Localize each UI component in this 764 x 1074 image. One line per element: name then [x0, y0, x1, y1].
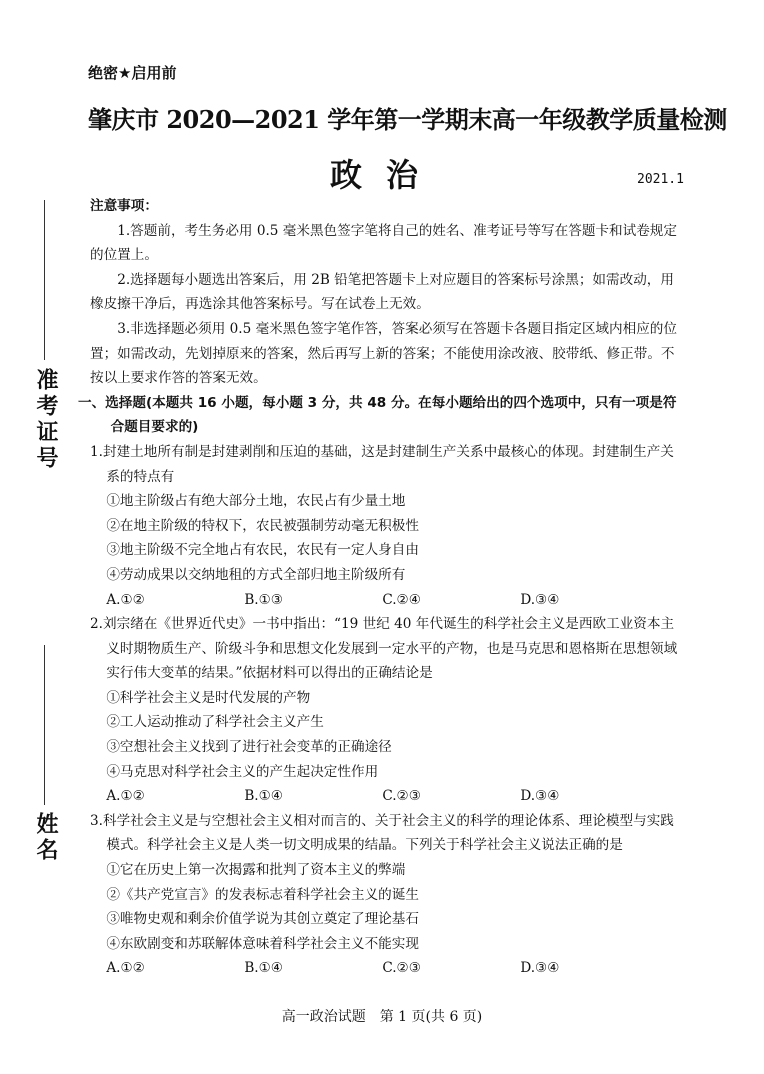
statement: ④劳动成果以交纳地租的方式全部归地主阶级所有 [106, 566, 406, 583]
statement: ③地主阶级不完全地占有农民，农民有一定人身自由 [106, 542, 419, 559]
choice-b: B.①④ [244, 960, 283, 977]
statement: ②工人运动推动了科学社会主义产生 [106, 714, 324, 731]
name-line [44, 645, 45, 805]
question-stem: 1.封建土地所有制是封建剥削和压迫的基础，这是封建制生产关系中最核心的体现。封建制生产关系的特点有 [90, 443, 674, 485]
statement: ①它在历史上第一次揭露和批判了资本主义的弊端 [106, 862, 406, 879]
choice-a: A.①② [106, 591, 145, 608]
choice-c: C.②④ [382, 591, 421, 608]
answer-choices [90, 956, 680, 981]
statement: ①地主阶级占有绝大部分土地，农民占有少量土地 [106, 493, 406, 510]
statement: ③空想社会主义找到了进行社会变革的正确途径 [106, 739, 392, 756]
answer-choices [90, 784, 680, 809]
exam-title: 肇庆市 2020—2021 学年第一学期末高一年级教学质量检测 [88, 105, 727, 134]
statement: ④东欧剧变和苏联解体意味着科学社会主义不能实现 [106, 935, 419, 952]
exam-id-line [44, 200, 45, 360]
statement: ③唯物史观和剩余价值学说为其创立奠定了理论基石 [106, 911, 419, 928]
choice-d: D.③④ [520, 591, 560, 608]
choice-b: B.①③ [244, 591, 283, 608]
choice-a: A.①② [106, 788, 145, 805]
choice-c: C.②③ [382, 788, 421, 805]
exam-id-label: 准考证号 [33, 368, 58, 472]
name-label: 姓名 [33, 812, 58, 864]
question-stem: 3.科学社会主义是与空想社会主义相对而言的、关于社会主义的科学的理论体系、理论模型与实践模式。科学社会主义是人类一切文明成果的结晶。下列关于科学社会主义说法正确的是 [90, 812, 674, 854]
statement: ①科学社会主义是时代发展的产物 [106, 689, 311, 706]
notice-item: 2.选择题每小题选出答案后，用 2B 铅笔把答题卡上对应题目的答案标号涂黑；如需改动，用橡皮擦干净后，再选涂其他答案标号。写在试卷上无效。 [90, 271, 674, 313]
exam-content [78, 194, 680, 981]
statement: ②在地主阶级的特权下，农民被强制劳动毫无积极性 [106, 517, 419, 534]
page-footer: 高一政治试题 第 1 页(共 6 页) [281, 1009, 483, 1025]
notice-item: 1.答题前，考生务必用 0.5 毫米黑色签字笔将自己的姓名、准考证号等写在答题卡和试卷规定的位置上。 [90, 222, 677, 264]
notice-title: 注意事项： [90, 198, 158, 214]
statement: ④马克思对科学社会主义的产生起决定性作用 [106, 763, 379, 780]
statement: ②《共产党宣言》的发表标志着科学社会主义的诞生 [106, 886, 419, 903]
choice-b: B.①④ [244, 788, 283, 805]
choice-d: D.③④ [520, 960, 560, 977]
choice-d: D.③④ [520, 788, 560, 805]
choice-a: A.①② [106, 960, 145, 977]
question-stem: 2.刘宗绪在《世界近代史》一书中指出：“19 世纪 40 年代诞生的科学社会主义是西欧工业资本主义时期物质生产、阶级斗争和思想文化发展到一定水平的产物，也是马克思和恩格斯在思想领域实行伟大变革的结果。”依据材料可以得出的正确结论是 [90, 616, 678, 682]
notice-item: 3.非选择题必须用 0.5 毫米黑色签字笔作答，答案必须写在答题卡各题目指定区域内相应的位置；如需改动，先划掉原来的答案，然后再写上新的答案；不能使用涂改液、胶带纸、修正带。不按以上要求作答的答案无效。 [90, 320, 677, 387]
answer-choices [90, 588, 680, 613]
exam-date: 2021.1 [637, 172, 684, 187]
secret-mark: 绝密★启用前 [88, 64, 177, 82]
section-heading: 一、选择题(本题共 16 小题，每小题 3 分，共 48 分。在每小题给出的四个选项中，只有一项是符合题目要求的) [78, 394, 677, 436]
choice-c: C.②③ [382, 960, 421, 977]
subject-title: 政治 [330, 156, 443, 194]
